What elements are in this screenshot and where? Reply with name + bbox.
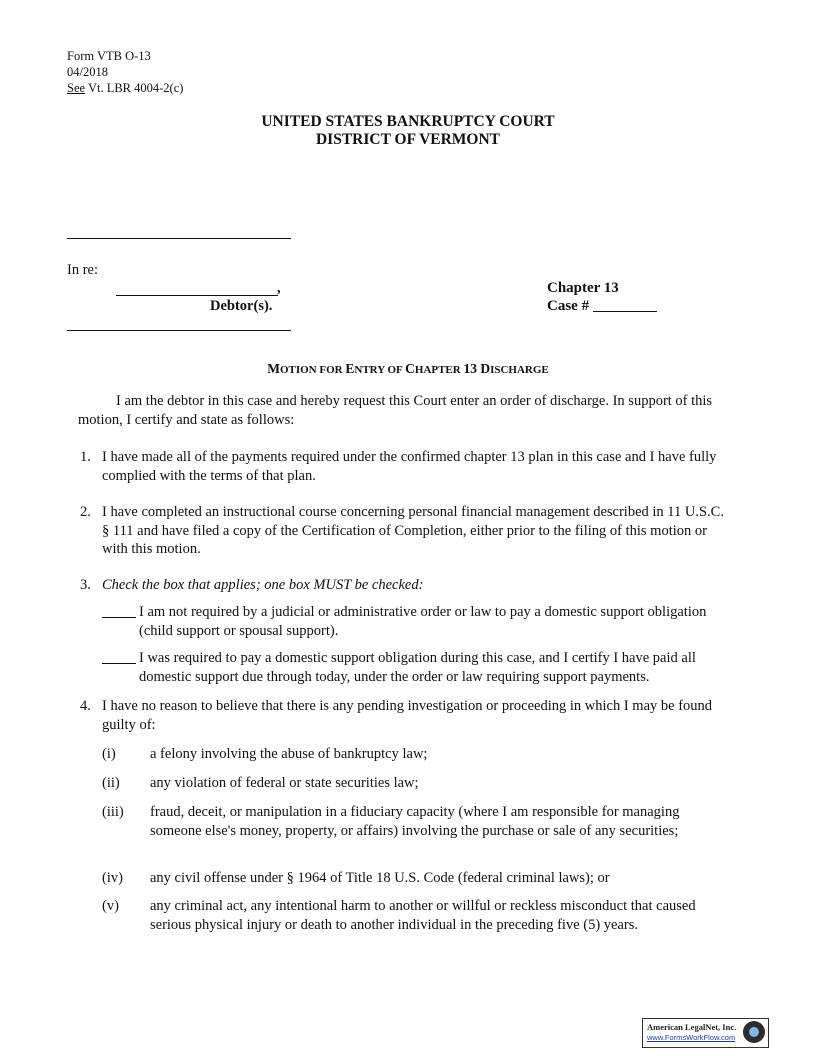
caption-top-rule bbox=[67, 238, 291, 239]
item-investigation-text: I have no reason to believe that there is any pending investigation or proceeding in which I may be found guilty of: bbox=[102, 698, 713, 733]
caption-bottom-rule bbox=[67, 330, 291, 331]
option-required-paid-text: I was required to pay a domestic support obligation during this case, and I certify I have paid all domestic support due through today, under the order or law requiring support payments. bbox=[139, 650, 696, 685]
subitem-number: (iv) bbox=[102, 870, 123, 886]
form-id: Form VTB O-13 bbox=[67, 49, 151, 63]
subitem-number: (v) bbox=[102, 898, 119, 914]
item-course-text: I have completed an instructional course concerning personal financial management described in 11 U.S.C. § 111 and have filed a copy of the Certification of Completion, either prior to the filing of this motion or with this motion. bbox=[102, 504, 724, 557]
case-number-label: Case # bbox=[547, 298, 593, 314]
see-word: See bbox=[67, 81, 86, 95]
in-re-label: In re: bbox=[67, 262, 98, 278]
subitem-number: (ii) bbox=[102, 775, 120, 791]
logo-globe-icon bbox=[743, 1021, 765, 1043]
debtor-label: Debtor(s). bbox=[210, 298, 273, 314]
logo-url[interactable]: www.FormsWorkFlow.com bbox=[647, 1033, 736, 1042]
item-number: 4. bbox=[80, 698, 91, 714]
item-payments-text: I have made all of the payments required under the confirmed chapter 13 plan in this case and I have fully complied with the terms of that plan. bbox=[102, 449, 717, 484]
chapter-label: Chapter 13 bbox=[547, 280, 619, 296]
item-number: 3. bbox=[80, 577, 91, 593]
item-checkbox-instruction: Check the box that applies; one box MUST be checked: bbox=[102, 577, 424, 593]
court-district: DISTRICT OF VERMONT bbox=[315, 131, 501, 148]
intro-paragraph: I am the debtor in this case and hereby request this Court enter an order of discharge. In support of this motion, I certify and state as follows: bbox=[78, 393, 713, 428]
subitem-text: a felony involving the abuse of bankruptcy law; bbox=[150, 746, 428, 762]
subitem-text: any civil offense under § 1964 of Title 18 U.S. Code (federal criminal laws); or bbox=[150, 870, 610, 886]
debtor-comma: , bbox=[277, 280, 281, 296]
item-number: 2. bbox=[80, 504, 91, 520]
item-number: 1. bbox=[80, 449, 91, 465]
option-checkbox-blank[interactable] bbox=[102, 603, 136, 622]
case-number-blank[interactable] bbox=[593, 297, 657, 312]
subitem-text: any violation of federal or state securities law; bbox=[150, 775, 419, 791]
subitem-text: any criminal act, any intentional harm to another or willful or reckless misconduct that caused serious physical injury or death to another individual in the preceding five (5) years. bbox=[150, 898, 696, 933]
court-name: UNITED STATES BANKRUPTCY COURT bbox=[261, 113, 555, 130]
american-legalnet-logo[interactable] bbox=[642, 1018, 769, 1048]
form-date: 04/2018 bbox=[67, 65, 108, 79]
logo-company: American LegalNet, Inc. bbox=[647, 1022, 737, 1032]
subitem-text: fraud, deceit, or manipulation in a fiduciary capacity (where I am responsible for managing someone else's money, property, or affairs) involving the purchase or sale of any securities; bbox=[150, 804, 680, 839]
option-not-required-text: I am not required by a judicial or administrative order or law to pay a domestic support obligation (child support or spousal support). bbox=[139, 604, 707, 639]
subitem-number: (iii) bbox=[102, 804, 124, 820]
rule-reference: Vt. LBR 4004-2(c) bbox=[85, 81, 184, 95]
form-reference bbox=[67, 80, 183, 96]
subitem-number: (i) bbox=[102, 746, 116, 762]
case-number-field bbox=[547, 297, 657, 315]
motion-title: MOTION FOR ENTRY OF CHAPTER 13 DISCHARGE bbox=[267, 361, 549, 376]
debtor-name-line[interactable] bbox=[116, 295, 278, 296]
option-checkbox-blank[interactable] bbox=[102, 649, 136, 668]
